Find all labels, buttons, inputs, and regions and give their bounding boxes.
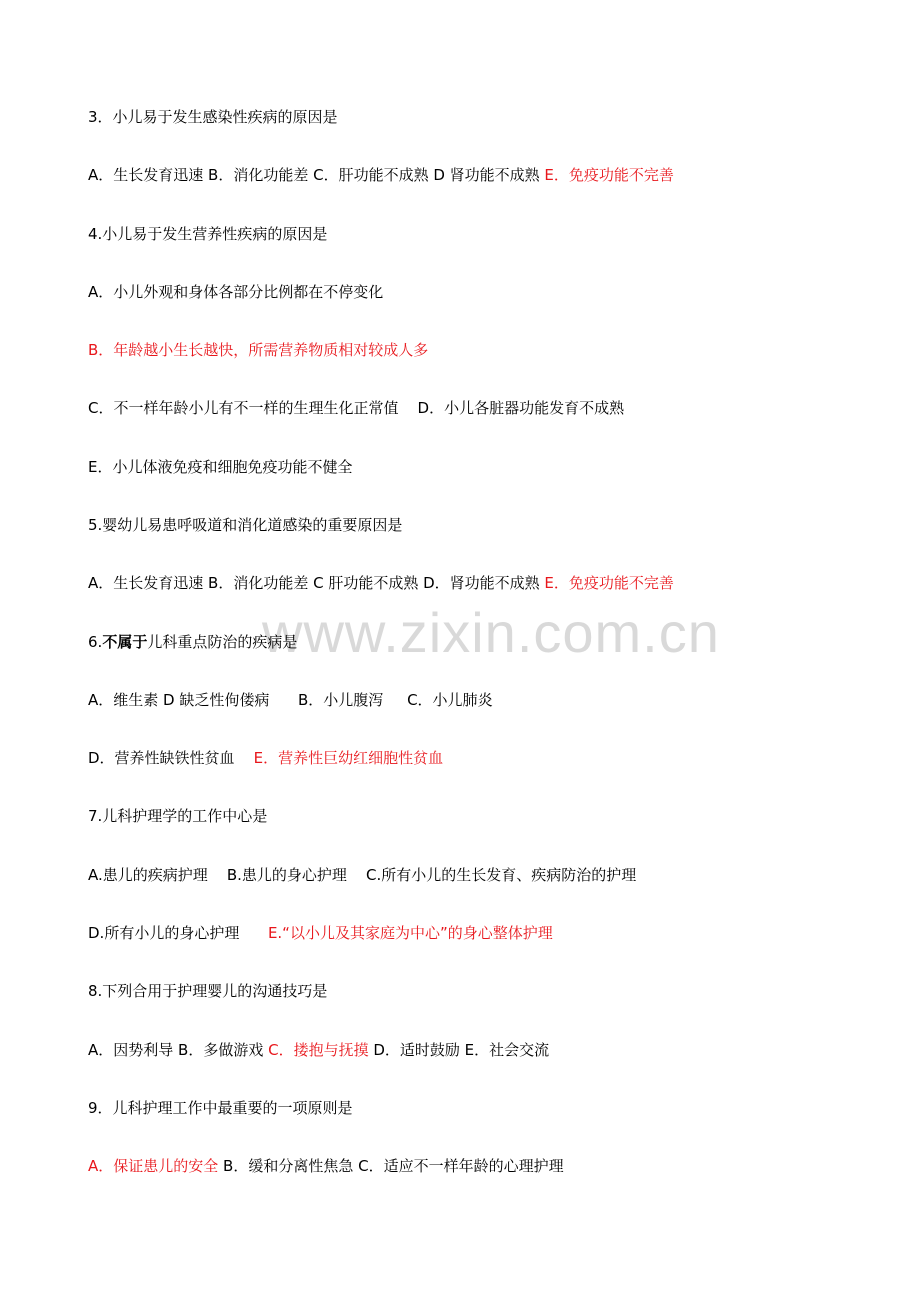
q4-answer-b: B．年龄越小生长越快，所需营养物质相对较成人多 <box>88 341 429 359</box>
q9-stem: 9．儿科护理工作中最重要的一项原则是 <box>88 1099 353 1117</box>
q7-stem: 7.儿科护理学的工作中心是 <box>88 807 268 825</box>
q7-options-abc: A.患儿的疾病护理 B.患儿的身心护理 C.所有小儿的生长发育、疾病防治的护理 <box>88 866 637 884</box>
q5-options <box>88 573 674 593</box>
q6-answer-e: E．营养性巨幼红细胞性贫血 <box>253 749 444 767</box>
q3-options-black: A．生长发育迅速 B．消化功能差 C．肝功能不成熟 D 肾功能不成熟 <box>88 166 545 184</box>
q5-options-black: A．生长发育迅速 B．消化功能差 C 肝功能不成熟 D．肾功能不成熟 <box>88 574 545 592</box>
q7-answer-e: E.“以小儿及其家庭为中心”的身心整体护理 <box>267 924 553 942</box>
q8-answer-c: C．搂抱与抚摸 <box>268 1041 369 1059</box>
q7-option-d: D.所有小儿的身心护理 <box>88 924 268 942</box>
q3-options <box>88 165 674 185</box>
q4-option-e: E．小儿体液免疫和细胞免疫功能不健全 <box>88 458 353 476</box>
q6-options-abc: A．维生素 D 缺乏性佝偻病 B．小儿腹泻 C．小儿肺炎 <box>88 691 493 709</box>
watermark: www.zixin.com.cn <box>262 601 720 664</box>
q6-option-d: D．营养性缺铁性贫血 <box>88 749 254 767</box>
q4-stem: 4.小儿易于发生营养性疾病的原因是 <box>88 225 328 243</box>
q5-answer: E．免疫功能不完善 <box>544 574 674 592</box>
q4-option-cd: C．不一样年龄小儿有不一样的生理生化正常值 D．小儿各脏器功能发育不成熟 <box>88 399 625 417</box>
q3-stem: 3．小儿易于发生感染性疾病的原因是 <box>88 108 338 126</box>
q8-options-de: D．适时鼓励 E．社会交流 <box>368 1041 550 1059</box>
q8-options-ab: A．因势利导 B．多做游戏 <box>88 1041 269 1059</box>
q6-stem-bold: 不属于 <box>102 633 148 651</box>
q6-stem <box>88 632 297 652</box>
q4-option-a: A．小儿外观和身体各部分比例都在不停变化 <box>88 283 384 301</box>
q3-answer: E．免疫功能不完善 <box>544 166 674 184</box>
q9-options <box>88 1156 564 1176</box>
q5-stem: 5.婴幼儿易患呼吸道和消化道感染的重要原因是 <box>88 516 403 534</box>
q8-options <box>88 1040 549 1060</box>
q6-stem-rest: 儿科重点防治的疾病是 <box>147 633 298 651</box>
q6-stem-prefix: 6. <box>88 633 103 651</box>
q6-options-de <box>88 748 443 768</box>
q9-options-bc: B．缓和分离性焦急 C．适应不一样年龄的心理护理 <box>218 1157 564 1175</box>
q7-options-de <box>88 923 553 943</box>
q9-answer-a: A．保证患儿的安全 <box>88 1157 219 1175</box>
q8-stem: 8.下列合用于护理婴儿的沟通技巧是 <box>88 982 328 1000</box>
